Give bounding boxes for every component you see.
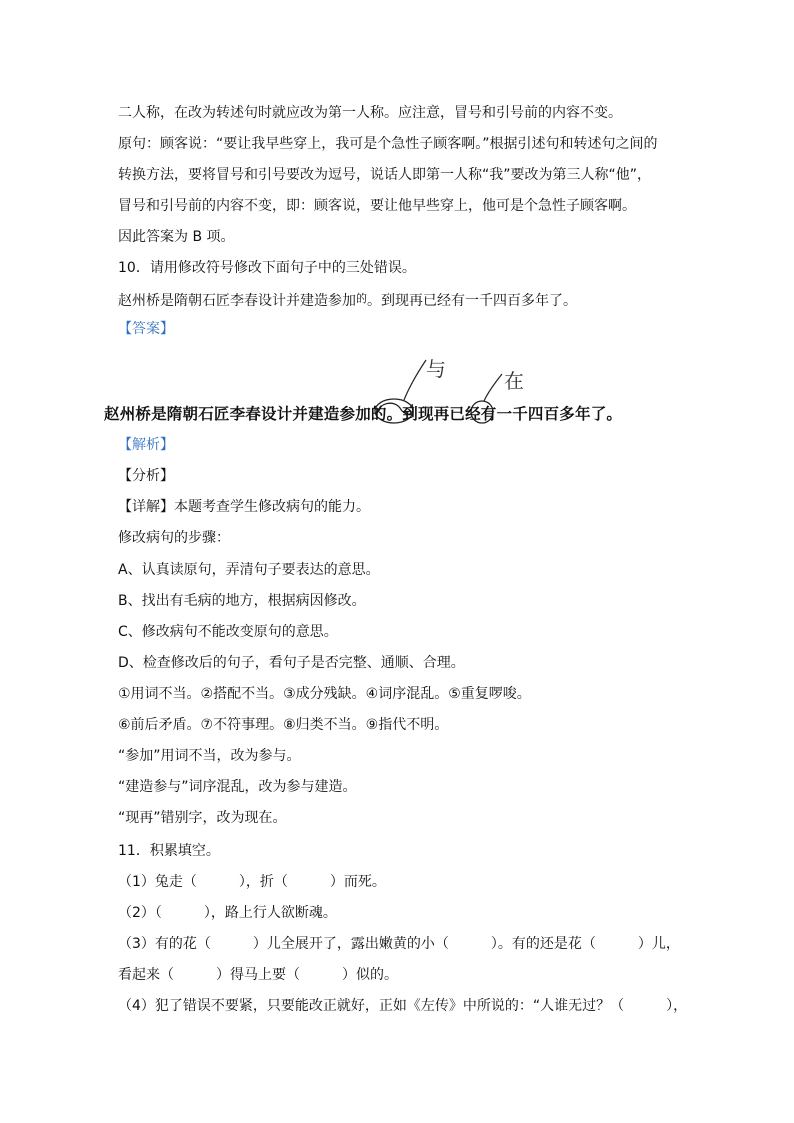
step-c: C、修改病句不能改变原句的意思。 — [118, 624, 338, 640]
detail-text: 本题考查学生修改病句的能力。 — [174, 499, 370, 515]
detail-line — [118, 498, 370, 516]
question-11-part-1: （1）兔走（ ），折（ ）而死。 — [118, 874, 386, 890]
sentence-rest: 。到现再已经有一千四百多年了。 — [367, 293, 577, 309]
text-line: 冒号和引号前的内容不变，即：顾客说，要让他早些穿上，他可是个急性子顾客啊。 — [118, 198, 636, 214]
sentence-main: 赵州桥是隋朝石匠李春设计并建造参加 — [118, 293, 356, 309]
question-11-part-2: （2）（ ），路上行人欲断魂。 — [118, 905, 337, 921]
mark-2-text: 在 — [504, 369, 524, 393]
fix-3: “现再”错别字，改为现在。 — [118, 810, 287, 826]
question-11-part-3a: （3）有的花（ ）儿全展开了，露出嫩黄的小（ ）。有的还是花（ ）儿， — [118, 936, 680, 952]
error-types-1: ①用词不当。②搭配不当。③成分残缺。④词序混乱。⑤重复啰唆。 — [118, 686, 531, 702]
annotated-answer-image — [104, 340, 674, 430]
insert-line-1 — [404, 360, 426, 400]
fix-1: “参加”用词不当，改为参与。 — [118, 748, 301, 764]
question-10: 10．请用修改符号修改下面句子中的三处错误。 — [118, 260, 416, 276]
error-types-2: ⑥前后矛盾。⑦不符事理。⑧归类不当。⑨指代不明。 — [118, 717, 449, 733]
insert-line-2 — [484, 374, 502, 401]
text-line: 原句：顾客说：“要让我早些穿上，我可是个急性子顾客啊。”根据引述句和转述句之间的 — [118, 136, 658, 152]
annotated-sentence: 赵州桥是隋朝石匠李春设计并建造参加的。到现再已经有一千四百多年了。 — [104, 405, 623, 423]
question-10-sentence — [118, 290, 577, 310]
step-a: A、认真读原句，弄清句子要表达的意思。 — [118, 562, 380, 578]
steps-title: 修改病句的步骤： — [118, 530, 230, 546]
step-d: D、检查修改后的句子，看句子是否完整、通顺、合理。 — [118, 655, 465, 671]
sentence-small-char: 的 — [356, 292, 367, 305]
text-line: 转换方法，要将冒号和引号要改为逗号，说话人即第一人称“我”要改为第三人称“他”， — [118, 167, 652, 183]
step-b: B、找出有毛病的地方，根据病因修改。 — [118, 593, 366, 609]
text-line: 因此答案为 B 项。 — [118, 229, 235, 245]
analysis-label: 【解析】 — [118, 437, 174, 453]
answer-label: 【答案】 — [118, 321, 174, 337]
question-11-part-4: （4）犯了错误不要紧，只要能改正就好，正如《左传》中所说的：“人谁无过？（ ）， — [118, 998, 688, 1014]
fenxi-label: 【分析】 — [118, 468, 174, 484]
mark-1-text: 与 — [426, 357, 446, 381]
detail-label: 【详解】 — [118, 499, 174, 515]
text-line: 二人称，在改为转述句时就应改为第一人称。应注意，冒号和引号前的内容不变。 — [118, 105, 622, 121]
question-11: 11．积累填空。 — [118, 843, 220, 859]
question-11-part-3b: 看起来（ ）得马上要（ ）似的。 — [118, 967, 398, 983]
fix-2: “建造参与”词序混乱，改为参与建造。 — [118, 779, 357, 795]
